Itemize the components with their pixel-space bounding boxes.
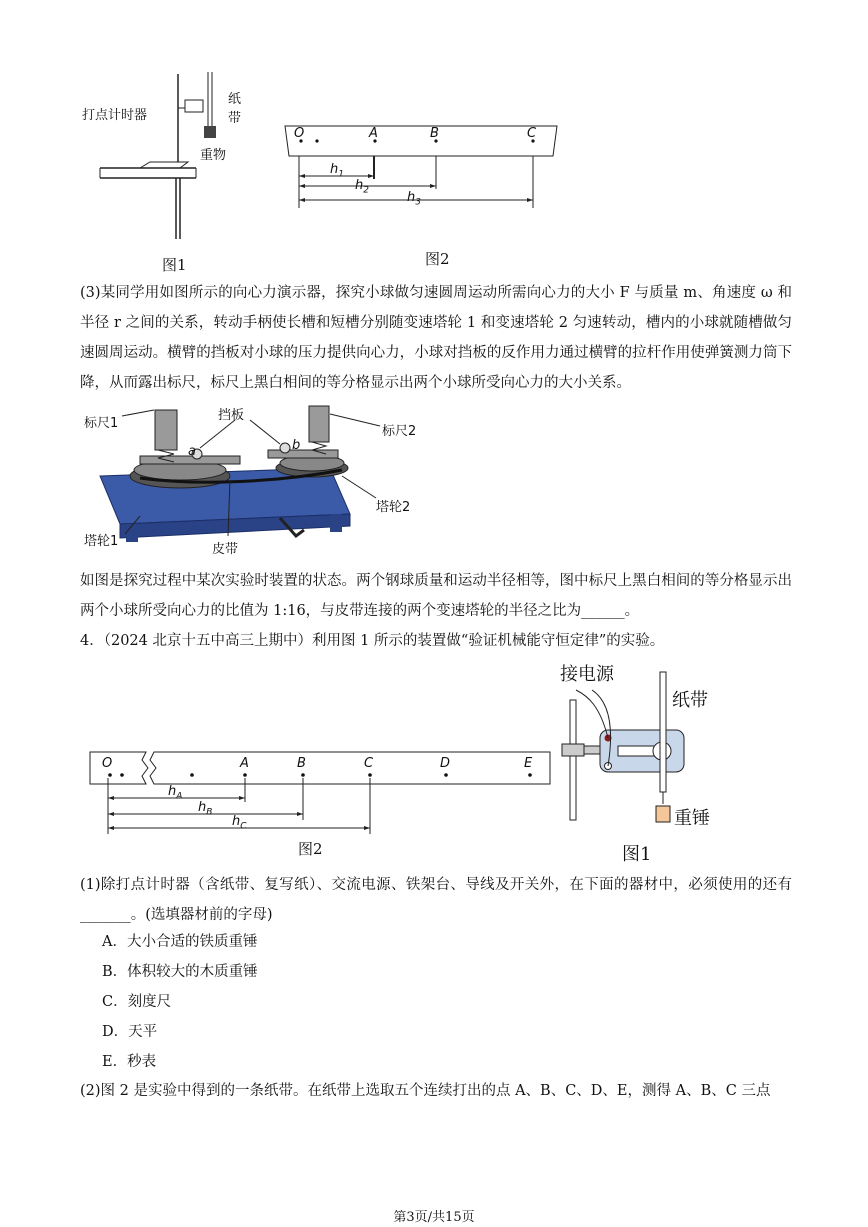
belt-label: 皮带: [212, 542, 239, 557]
height-h2: $h_2$: [355, 178, 369, 196]
q4-tape-label: 纸带: [672, 690, 708, 711]
question-4-header: 4．（2024 北京十五中高三上期中）利用图 1 所示的装置做“验证机械能守恒定律”的实验。: [80, 633, 665, 649]
q4-height-hb: $h_B$: [198, 800, 213, 818]
tape-point-b: B: [430, 126, 439, 141]
q4-tape-figure: [88, 748, 558, 858]
q4-tape-drawing: [88, 748, 558, 838]
option-e: E．秒表: [102, 1054, 157, 1070]
question-3-followup: 如图是探究过程中某次实验时装置的状态。两个钢球质量和运动半径相等，图中标尺上黑白相间的等分格显示出两个小球所受向心力的比值为 1:16，与皮带连接的两个变速塔轮的半径之比为______。: [80, 573, 792, 619]
q4-figure-1-caption: 图1: [622, 844, 652, 865]
tower-wheel-2-label: 塔轮2: [376, 500, 411, 515]
baffle-label: 挡板: [218, 408, 245, 423]
tape-point-o: O: [294, 126, 305, 141]
option-c: C．刻度尺: [102, 994, 172, 1010]
q4-timer-figure: [556, 656, 766, 866]
q4-tape-point-c: C: [364, 756, 374, 771]
centripetal-device-figure: [80, 396, 420, 566]
ruler-2-label: 标尺2: [382, 424, 417, 439]
option-d: D．天平: [102, 1024, 158, 1040]
figure-2-caption: 图2: [425, 250, 450, 268]
tape-point-c: C: [527, 126, 537, 141]
q4-tape-point-d: D: [440, 756, 451, 771]
question-4-part-1: (1)除打点计时器（含纸带、复写纸）、交流电源、铁架台、导线及开关外，在下面的器材中，必须使用的还有_______。(选填器材前的字母): [80, 877, 792, 923]
option-b: B．体积较大的木质重锤: [102, 964, 258, 980]
q4-power-label: 接电源: [560, 664, 614, 685]
tape-point-a: A: [369, 126, 378, 141]
q4-tape-point-b: B: [297, 756, 306, 771]
figure-1-caption: 图1: [162, 256, 187, 274]
q4-height-hc: $h_C$: [232, 814, 247, 832]
ball-b-label: b: [292, 438, 301, 453]
question-3-text: (3)某同学用如图所示的向心力演示器，探究小球做匀速圆周运动所需向心力的大小 F 与质量 m、角速度 ω 和半径 r 之间的关系，转动手柄使长槽和短槽分别随变速塔轮 1 和变速塔轮 2 匀速转动，槽内的小球就随槽做匀速圆周运动。横臂的挡板对小球的压力提供向心力，小球对挡板的反作用力通过横臂的拉杆作用使弹簧测力筒下降，从而露出标尺，标尺上黑白相间的等分格显示出两个小球所受向心力的大小关系。: [80, 285, 792, 391]
q4-height-ha: $h_A$: [168, 784, 183, 802]
height-h1: $h_1$: [330, 162, 344, 180]
weight-label: 重物: [200, 148, 227, 163]
q4-tape-point-a: A: [240, 756, 249, 771]
q4-weight-label: 重锤: [674, 808, 710, 829]
tower-wheel-1-label: 塔轮1: [84, 534, 119, 549]
height-h3: $h_3$: [407, 190, 421, 208]
tape-drawing: [283, 124, 563, 219]
page-footer: 第3页/共15页: [393, 1210, 475, 1225]
q4-tape-point-o: O: [102, 756, 113, 771]
option-a: A．大小合适的铁质重锤: [102, 934, 258, 950]
ball-a-label: a: [188, 444, 196, 459]
q4-tape-point-e: E: [524, 756, 533, 771]
top-figure-2: [283, 124, 563, 274]
ruler-1-label: 标尺1: [84, 416, 119, 431]
question-4-part-2: (2)图 2 是实验中得到的一条纸带。在纸带上选取五个连续打出的点 A、B、C、D、E，测得 A、B、C 三点: [80, 1083, 771, 1099]
top-figure-1: [80, 64, 240, 274]
timer-label: 打点计时器: [82, 108, 148, 123]
q4-figure-2-caption: 图2: [298, 840, 323, 858]
centripetal-device-drawing: [80, 396, 420, 566]
tape-label: 纸带: [228, 92, 242, 126]
